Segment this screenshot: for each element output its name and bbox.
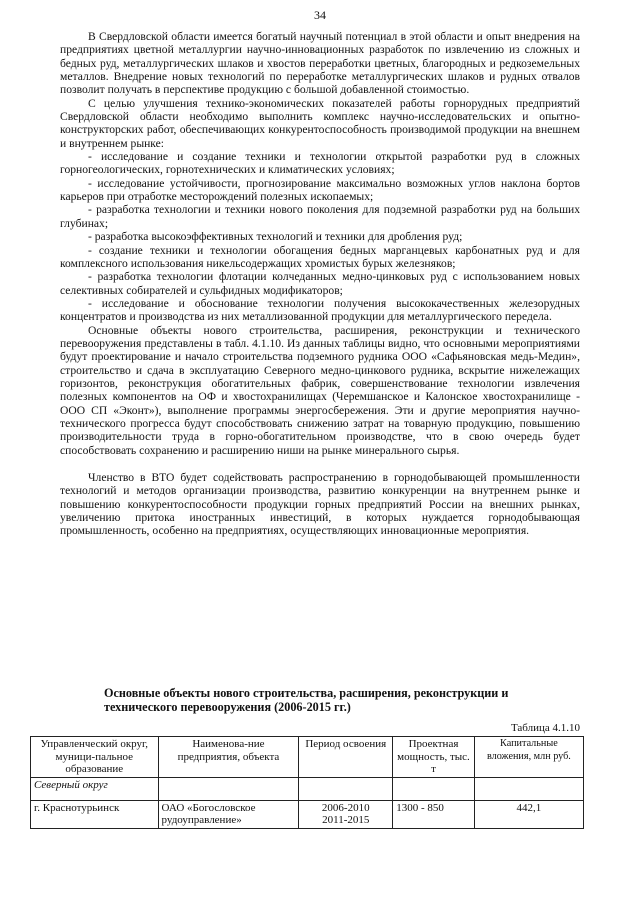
empty-cell	[158, 777, 299, 800]
list-item: - разработка технологии флотации колчеданных медно-цинковых руд с использованием новых селективных собирателей и сульфидных модификаторов;	[60, 270, 580, 297]
header-period: Период освоения	[299, 737, 393, 778]
capacity-cell: 1300 - 850	[393, 800, 475, 828]
list-item: - создание техники и технологии обогащения бедных марганцевых карбонатных руд и для комплексного использования никельсодержащих хромистых бурых железняков;	[60, 243, 580, 270]
body-text	[60, 30, 580, 538]
list-item: - исследование устойчивости, прогнозирование максимально возможных углов наклона бортов карьеров при отработке месторождений полезных ископаемых;	[60, 176, 580, 204]
investment-cell: 442,1	[474, 800, 583, 828]
table-row-region	[31, 777, 584, 800]
empty-cell	[299, 777, 393, 800]
list-item: - разработка высокоэффективных технологий и техники для дробления руд;	[88, 230, 463, 244]
table-row	[31, 800, 584, 828]
paragraph: С целью улучшения технико-экономических показателей работы горнорудных предприятий Свердловской области необходимо выполнить комплекс научно-исследовательских и опытно-конструкторских работ, обеспечивающих конкурентоспособность производимой продукции на внешнем и внутреннем рынке:	[60, 96, 580, 150]
table-caption: Таблица 4.1.10	[510, 722, 580, 734]
paragraph: В Свердловской области имеется богатый научный потенциал в этой области и опыт внедрения на предприятиях цветной металлургии научно-инновационных разработок по извлечению из сложных и бедных руд, металлургических шлаков и хвостов переработки цветных, благородных и редкоземельных металлов. Внедрение новых технологий по переработке металлургических шлаков и рудных отвалов позволит получать в перспективе продукцию с большой добавленной стоимостью.	[60, 30, 580, 97]
list-item: - разработка технологии и техники нового поколения для подземной разработки руд на больших глубинах;	[60, 203, 580, 230]
period-value: 2006-2010	[321, 801, 370, 814]
table-title: Основные объекты нового строительства, расширения, реконструкции и технического перевооружения (2006-2015 гг.)	[104, 686, 509, 714]
paragraph: Основные объекты нового строительства, расширения, реконструкции и технического перевооружения представлены в табл. 4.1.10. Из данных таблицы видно, что основными мероприятиями будут проектирование и начало строительства подземного рудника ООО «Сафьяновская медь-Медин», строительство и сдача в эксплуатацию Северного медно-цинкового рудника, вскрытие нижележащих горизонтов, реконструкция обогатительных фабрик, совершенствование технологии извлечения полезных компонентов на ОФ и хвостохранилищах (Черемшанское и Калонское хвостохранилище - ООО СП «Эконт»), выполнение программы энергосбережения. Эти и другие мероприятия научно-технического прогресса будут способствовать снижению затрат на товарную продукцию, повышению производительности труда в горно-обогатительном производстве, что в свою очередь будет способствовать сохранению и расширению ниши на рынке минерального сырья.	[60, 323, 580, 457]
page-number: 34	[314, 8, 326, 22]
period-value: 2011-2015	[322, 814, 370, 827]
empty-cell	[474, 777, 583, 800]
header-investment: Капитальные вложения, млн руб.	[474, 737, 583, 778]
header-municipality: Управленческий округ, муници-пальное образование	[31, 737, 159, 778]
paragraph-gap	[60, 457, 580, 471]
paragraph: Членство в ВТО будет содействовать распространению в горнодобывающей промышленности технологий и методов организации производства, развитию конкуренции на внутреннем рынке и повышению конкурентоспособности продукции горных предприятий России на внешних рынках, увеличению притока иностранных инвестиций, в которых нуждается горнодобывающая промышленность, особенно на предприятиях, осуществляющих инновационные мероприятия.	[60, 471, 580, 538]
header-enterprise: Наименова-ние предприятия, объекта	[158, 737, 299, 778]
table-header-row	[31, 737, 584, 778]
period-cell	[299, 800, 393, 828]
list-item: - исследование и создание техники и технологии открытой разработки руд в сложных горногеологических, горнотехнических и климатических условиях;	[60, 150, 580, 177]
list-item: - исследование и обоснование технологии получения высококачественных железорудных концентратов и производства из них металлизованной продукции для металлургического передела.	[60, 296, 580, 324]
empty-cell	[393, 777, 475, 800]
header-capacity: Проектная мощность, тыс. т	[393, 737, 475, 778]
municipality-cell: г. Краснотурьинск	[31, 800, 159, 828]
enterprise-cell: ОАО «Богословское рудоуправление»	[158, 800, 299, 828]
objects-table	[30, 736, 584, 829]
region-cell: Северный округ	[31, 777, 159, 800]
